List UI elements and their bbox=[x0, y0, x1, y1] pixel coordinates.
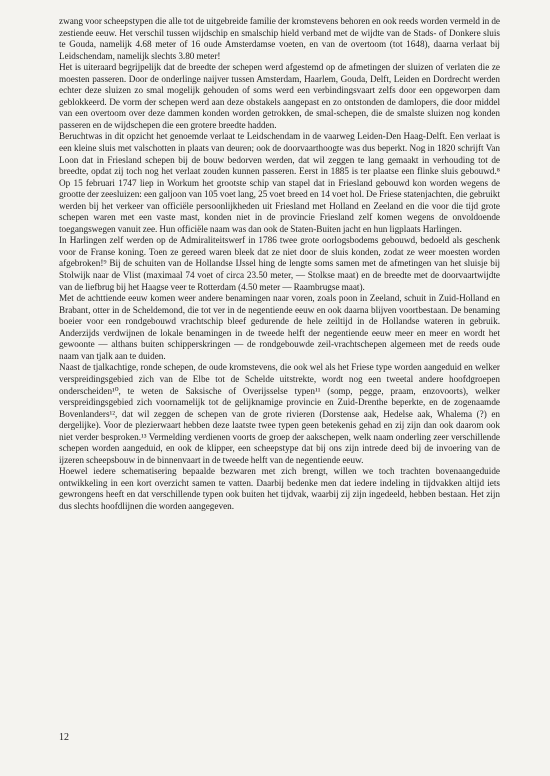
paragraph: Beruchtwas in dit opzicht het genoemde verlaat te Leidschendam in de vaarweg Leiden-Den Haag-Delft. Een verlaat is een kleine sluis met valschotten in plaats van deuren; ook de doorvaarthoogte was dus beperkt. Nog in 1820 schrijft Van Loon dat in Friesland schepen bij de bouw bedorven werden, dat wil zeggen te lang gemaakt in verhouding tot de breedte, opdat zij toch nog het verlaat zouden kunnen passeren. Eerst in 1885 is ter plaatse een flinke sluis gebouwd.⁸ Op 15 februari 1747 liep in Workum het grootste schip van stapel dat in Friesland gebouwd kon worden wegens de grootte der zeesluizen: een galjoon van 105 voet lang, 25 voet breed en 14 voet hol. De Friese statenjachten, die gebruikt werden bij het verkeer van officiële persoonlijkheden uit Friesland met Holland en Zeeland en die voor die tijd grote schepen waren met een vaste mast, konden niet in de provincie Friesland zelf komen wegens de onvoldoende toegangswegen vanuit zee. Hun officiële naam was dan ook de Staten-Buiten jacht en hun ligplaats Harlingen. bbox=[59, 131, 500, 234]
paragraph: Het is uiteraard begrijpelijk dat de breedte der schepen werd afgestemd op de afmetingen der sluizen of verlaten die ze moesten passeren. Door de onderlinge naijver tussen Amsterdam, Haarlem, Gouda, Delft, Leiden en Dordrecht werden echter deze sluizen zo smal mogelijk gehouden of soms werd een verbindingsvaart zelfs door een opgeworpen dam geblokkeerd. De vorm der schepen werd aan deze obstakels aangepast en zo ontstonden de damlopers, die door middel van een overtoom over deze dammen konden worden getrokken, de smal-schepen, die de smalste sluizen nog konden passeren en de wijdschepen die een grotere breedte hadden. bbox=[59, 62, 500, 130]
paragraph: In Harlingen zelf werden op de Admiraliteitswerf in 1786 twee grote oorlogsbodems gebouwd, bedoeld als geschenk voor de Franse koning. Toen ze gereed waren bleek dat ze niet door de sluis konden, zodat ze weer moesten worden afgebroken!⁹ Bij de schuiten van de Hollandse IJssel hing de lengte soms samen met de afmetingen van het sluisje bij Stolwijk naar de Vlist (maximaal 74 voet of circa 23.50 meter, — Stolkse maat) en de breedte met de doorvaartwijdte van de liefbrug bij het Haagse veer te Rotterdam (4.50 meter — Raambrugse maat). bbox=[59, 235, 500, 292]
paragraph: Met de achttiende eeuw komen weer andere benamingen naar voren, zoals poon in Zeeland, schuit in Zuid-Holland en Brabant, otter in de Scheldemond, die tot ver in de negentiende eeuw en ook daarna blijven voortbestaan. De benaming boeier voor een rondgebouwd vrachtschip bleef gedurende de hele zeiltijd in de Hollandse wateren in gebruik. Anderzijds verdwijnen de lokale benamingen in de tweede helft der negentiende eeuw meer en meer en wordt het gewoonte — althans buiten schipperskringen — de rondgebouwde zeil-vrachtschepen algemeen met de reeds oude naam van tjalk aan te duiden. bbox=[59, 293, 500, 361]
paragraph: Hoewel iedere schematisering bepaalde bezwaren met zich brengt, willen we toch trachten bovenaangeduide ontwikkeling in een kort overzicht samen te vatten. Daarbij bedenke men dat iedere indeling in tijdvakken altijd iets gewrongens heeft en dat verschillende typen ook buiten het tijdvak, waarbij zij zijn ingedeeld, hebben bestaan. Het zijn dus slechts hoofdlijnen die worden aangegeven. bbox=[59, 466, 500, 511]
paragraph: Naast de tjalkachtige, ronde schepen, de oude kromstevens, die ook wel als het Friese type worden aangeduid en welker verspreidingsgebied zich van de Elbe tot de Schelde uitstrekte, wordt nog een tweetal andere hoofdgroepen onderscheiden¹⁰, te weten de Saksische of Overijsselse typen¹¹ (somp, pegge, praam, enzovoorts), welker verspreidingsgebied zich voornamelijk tot de gelijknamige provincie en Zuid-Drenthe beperkte, en de zogenaamde Bovenlanders¹², dat wil zeggen de schepen van de grote rivieren (Dorstense aak, Hedelse aak, Whalema (?) en dergelijke). Voor de plezierwaart hebben deze laatste twee typen geen betekenis gehad en zij zijn dan ook daarom ook niet verder besproken.¹³ Vermelding verdienen voorts de groep der aakschepen, welk naam onderling zeer verschillende schepen worden aangeduid, en ook de klipper, een scheepstype dat bij ons zijn intrede deed bij de invoering van de ijzeren scheepsbouw in de binnenvaart in de tweede helft van de negentiende eeuw. bbox=[59, 362, 500, 465]
paragraph: zwang voor scheepstypen die alle tot de uitgebreide familie der kromstevens behoren en ook reeds worden vermeld in de zestiende eeuw. Het verschil tussen wijdschip en smalschip hield verband met de wijdte van de Stads- of Donkere sluis te Gouda, namelijk 4.68 meter of 16 oude Amsterdamse voeten, en van de overtoom (tot 1648), daarna verlaat bij Leidschendam, namelijk slechts 3.80 meter! bbox=[59, 16, 500, 61]
page-number: 12 bbox=[59, 732, 69, 743]
